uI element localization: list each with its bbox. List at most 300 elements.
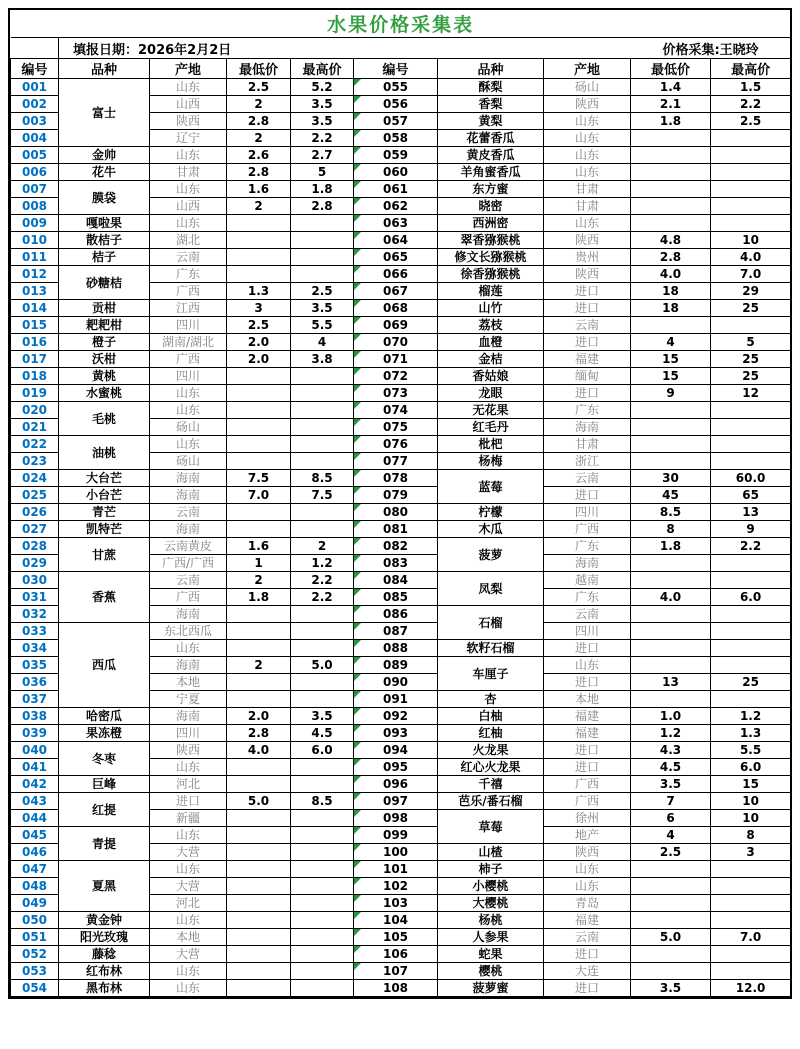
min-price-cell[interactable]: 1 xyxy=(227,555,291,572)
origin-cell[interactable]: 云南黄皮 xyxy=(150,538,227,555)
max-price-cell[interactable] xyxy=(711,181,791,198)
origin-cell[interactable]: 山东 xyxy=(150,640,227,657)
max-price-cell[interactable] xyxy=(711,198,791,215)
min-price-cell[interactable] xyxy=(227,249,291,266)
min-price-cell[interactable] xyxy=(227,980,291,997)
variety-cell[interactable]: 木瓜 xyxy=(438,521,544,538)
max-price-cell[interactable]: 6.0 xyxy=(291,742,354,759)
min-price-cell[interactable]: 2.5 xyxy=(227,317,291,334)
variety-cell[interactable]: 黄梨 xyxy=(438,113,544,130)
max-price-cell[interactable]: 5.5 xyxy=(291,317,354,334)
min-price-cell[interactable]: 2.0 xyxy=(227,334,291,351)
origin-cell[interactable]: 山东 xyxy=(150,147,227,164)
variety-cell[interactable]: 花蕾香瓜 xyxy=(438,130,544,147)
id-cell[interactable]: 051 xyxy=(11,929,59,946)
origin-cell[interactable]: 大营 xyxy=(150,844,227,861)
min-price-cell[interactable] xyxy=(227,521,291,538)
id-cell[interactable]: 002 xyxy=(11,96,59,113)
id-cell[interactable]: 028 xyxy=(11,538,59,555)
col-header-min-right[interactable]: 最低价 xyxy=(631,59,711,79)
variety-cell[interactable]: 红提 xyxy=(59,793,150,827)
origin-cell[interactable]: 大营 xyxy=(150,946,227,963)
min-price-cell[interactable] xyxy=(227,368,291,385)
origin-cell[interactable]: 山东 xyxy=(150,827,227,844)
max-price-cell[interactable]: 10 xyxy=(711,793,791,810)
min-price-cell[interactable] xyxy=(631,181,711,198)
origin-cell[interactable]: 四川 xyxy=(150,725,227,742)
min-price-cell[interactable]: 7.5 xyxy=(227,470,291,487)
origin-cell[interactable]: 越南 xyxy=(544,572,631,589)
variety-cell[interactable]: 红柚 xyxy=(438,725,544,742)
id-cell[interactable]: 083 xyxy=(354,555,438,572)
variety-cell[interactable]: 杨桃 xyxy=(438,912,544,929)
id-cell[interactable]: 074 xyxy=(354,402,438,419)
origin-cell[interactable]: 山西 xyxy=(150,198,227,215)
origin-cell[interactable]: 缅甸 xyxy=(544,368,631,385)
origin-cell[interactable]: 浙江 xyxy=(544,453,631,470)
max-price-cell[interactable]: 29 xyxy=(711,283,791,300)
variety-cell[interactable]: 藤稔 xyxy=(59,946,150,963)
min-price-cell[interactable]: 1.0 xyxy=(631,708,711,725)
max-price-cell[interactable]: 5 xyxy=(711,334,791,351)
max-price-cell[interactable] xyxy=(711,912,791,929)
id-cell[interactable]: 091 xyxy=(354,691,438,708)
origin-cell[interactable]: 云南 xyxy=(150,504,227,521)
variety-cell[interactable]: 凯特芒 xyxy=(59,521,150,538)
max-price-cell[interactable]: 6.0 xyxy=(711,589,791,606)
col-header-origin-right[interactable]: 产地 xyxy=(544,59,631,79)
variety-cell[interactable]: 香姑娘 xyxy=(438,368,544,385)
origin-cell[interactable]: 山西 xyxy=(150,96,227,113)
origin-cell[interactable]: 云南 xyxy=(150,572,227,589)
max-price-cell[interactable] xyxy=(711,691,791,708)
max-price-cell[interactable]: 25 xyxy=(711,368,791,385)
id-cell[interactable]: 052 xyxy=(11,946,59,963)
max-price-cell[interactable]: 25 xyxy=(711,674,791,691)
max-price-cell[interactable] xyxy=(291,946,354,963)
origin-cell[interactable]: 进口 xyxy=(544,759,631,776)
origin-cell[interactable]: 大营 xyxy=(150,878,227,895)
origin-cell[interactable]: 湖北 xyxy=(150,232,227,249)
variety-cell[interactable]: 翠香猕猴桃 xyxy=(438,232,544,249)
min-price-cell[interactable]: 6 xyxy=(631,810,711,827)
id-cell[interactable]: 061 xyxy=(354,181,438,198)
min-price-cell[interactable]: 2.8 xyxy=(227,164,291,181)
variety-cell[interactable]: 桔子 xyxy=(59,249,150,266)
min-price-cell[interactable]: 3 xyxy=(227,300,291,317)
id-cell[interactable]: 046 xyxy=(11,844,59,861)
variety-cell[interactable]: 枇杷 xyxy=(438,436,544,453)
max-price-cell[interactable]: 7.0 xyxy=(711,266,791,283)
min-price-cell[interactable]: 1.8 xyxy=(631,538,711,555)
origin-cell[interactable]: 大连 xyxy=(544,963,631,980)
min-price-cell[interactable] xyxy=(227,691,291,708)
origin-cell[interactable]: 海南 xyxy=(150,606,227,623)
id-cell[interactable]: 022 xyxy=(11,436,59,453)
origin-cell[interactable]: 四川 xyxy=(150,317,227,334)
min-price-cell[interactable]: 4.8 xyxy=(631,232,711,249)
id-cell[interactable]: 057 xyxy=(354,113,438,130)
origin-cell[interactable]: 砀山 xyxy=(544,79,631,96)
origin-cell[interactable]: 广西 xyxy=(150,351,227,368)
max-price-cell[interactable]: 5.0 xyxy=(291,657,354,674)
col-header-id-right[interactable]: 编号 xyxy=(354,59,438,79)
max-price-cell[interactable]: 10 xyxy=(711,810,791,827)
variety-cell[interactable]: 沃柑 xyxy=(59,351,150,368)
max-price-cell[interactable]: 13 xyxy=(711,504,791,521)
max-price-cell[interactable]: 12 xyxy=(711,385,791,402)
max-price-cell[interactable]: 12.0 xyxy=(711,980,791,997)
min-price-cell[interactable] xyxy=(227,385,291,402)
max-price-cell[interactable] xyxy=(291,691,354,708)
id-cell[interactable]: 024 xyxy=(11,470,59,487)
max-price-cell[interactable]: 2.5 xyxy=(711,113,791,130)
origin-cell[interactable]: 山东 xyxy=(150,759,227,776)
origin-cell[interactable]: 福建 xyxy=(544,351,631,368)
origin-cell[interactable]: 陕西 xyxy=(544,96,631,113)
variety-cell[interactable]: 小台芒 xyxy=(59,487,150,504)
max-price-cell[interactable] xyxy=(291,759,354,776)
origin-cell[interactable]: 山东 xyxy=(544,657,631,674)
id-cell[interactable]: 049 xyxy=(11,895,59,912)
origin-cell[interactable]: 四川 xyxy=(150,368,227,385)
id-cell[interactable]: 008 xyxy=(11,198,59,215)
max-price-cell[interactable]: 3 xyxy=(711,844,791,861)
max-price-cell[interactable] xyxy=(291,776,354,793)
min-price-cell[interactable] xyxy=(631,436,711,453)
min-price-cell[interactable]: 1.8 xyxy=(227,589,291,606)
min-price-cell[interactable] xyxy=(631,912,711,929)
min-price-cell[interactable]: 4 xyxy=(631,334,711,351)
variety-cell[interactable]: 东方蜜 xyxy=(438,181,544,198)
id-cell[interactable]: 105 xyxy=(354,929,438,946)
min-price-cell[interactable] xyxy=(227,232,291,249)
id-cell[interactable]: 020 xyxy=(11,402,59,419)
min-price-cell[interactable]: 2.8 xyxy=(227,725,291,742)
col-header-id-left[interactable]: 编号 xyxy=(11,59,59,79)
max-price-cell[interactable]: 8.5 xyxy=(291,793,354,810)
variety-cell[interactable]: 杨梅 xyxy=(438,453,544,470)
id-cell[interactable]: 085 xyxy=(354,589,438,606)
id-cell[interactable]: 047 xyxy=(11,861,59,878)
variety-cell[interactable]: 黄皮香瓜 xyxy=(438,147,544,164)
max-price-cell[interactable]: 3.8 xyxy=(291,351,354,368)
max-price-cell[interactable] xyxy=(291,368,354,385)
min-price-cell[interactable] xyxy=(227,674,291,691)
min-price-cell[interactable] xyxy=(227,453,291,470)
variety-cell[interactable]: 酥梨 xyxy=(438,79,544,96)
variety-cell[interactable]: 橙子 xyxy=(59,334,150,351)
id-cell[interactable]: 072 xyxy=(354,368,438,385)
max-price-cell[interactable]: 8 xyxy=(711,827,791,844)
min-price-cell[interactable] xyxy=(631,130,711,147)
min-price-cell[interactable] xyxy=(227,946,291,963)
origin-cell[interactable]: 陕西 xyxy=(150,742,227,759)
min-price-cell[interactable]: 3.5 xyxy=(631,980,711,997)
min-price-cell[interactable] xyxy=(631,623,711,640)
origin-cell[interactable]: 山东 xyxy=(544,878,631,895)
origin-cell[interactable]: 甘肃 xyxy=(150,164,227,181)
id-cell[interactable]: 038 xyxy=(11,708,59,725)
id-cell[interactable]: 093 xyxy=(354,725,438,742)
origin-cell[interactable]: 广西 xyxy=(544,521,631,538)
min-price-cell[interactable] xyxy=(227,606,291,623)
origin-cell[interactable]: 山东 xyxy=(150,912,227,929)
min-price-cell[interactable] xyxy=(631,317,711,334)
id-cell[interactable]: 062 xyxy=(354,198,438,215)
min-price-cell[interactable] xyxy=(227,215,291,232)
max-price-cell[interactable] xyxy=(711,164,791,181)
variety-cell[interactable]: 蛇果 xyxy=(438,946,544,963)
min-price-cell[interactable] xyxy=(631,691,711,708)
id-cell[interactable]: 033 xyxy=(11,623,59,640)
origin-cell[interactable]: 广东 xyxy=(544,589,631,606)
max-price-cell[interactable]: 25 xyxy=(711,351,791,368)
variety-cell[interactable]: 晓密 xyxy=(438,198,544,215)
variety-cell[interactable]: 巨峰 xyxy=(59,776,150,793)
min-price-cell[interactable]: 1.8 xyxy=(631,113,711,130)
min-price-cell[interactable] xyxy=(631,419,711,436)
max-price-cell[interactable] xyxy=(711,895,791,912)
id-cell[interactable]: 058 xyxy=(354,130,438,147)
origin-cell[interactable]: 地产 xyxy=(544,827,631,844)
min-price-cell[interactable]: 1.6 xyxy=(227,538,291,555)
min-price-cell[interactable]: 45 xyxy=(631,487,711,504)
max-price-cell[interactable] xyxy=(711,215,791,232)
variety-cell[interactable]: 散桔子 xyxy=(59,232,150,249)
origin-cell[interactable]: 进口 xyxy=(544,946,631,963)
origin-cell[interactable]: 进口 xyxy=(544,640,631,657)
id-cell[interactable]: 098 xyxy=(354,810,438,827)
id-cell[interactable]: 013 xyxy=(11,283,59,300)
max-price-cell[interactable] xyxy=(711,436,791,453)
col-header-variety-right[interactable]: 品种 xyxy=(438,59,544,79)
min-price-cell[interactable] xyxy=(631,640,711,657)
origin-cell[interactable]: 甘肃 xyxy=(544,181,631,198)
variety-cell[interactable]: 金帅 xyxy=(59,147,150,164)
max-price-cell[interactable] xyxy=(291,249,354,266)
col-header-min-left[interactable]: 最低价 xyxy=(227,59,291,79)
max-price-cell[interactable]: 4 xyxy=(291,334,354,351)
id-cell[interactable]: 092 xyxy=(354,708,438,725)
variety-cell[interactable]: 蓝莓 xyxy=(438,470,544,504)
id-cell[interactable]: 040 xyxy=(11,742,59,759)
id-cell[interactable]: 037 xyxy=(11,691,59,708)
col-header-variety-left[interactable]: 品种 xyxy=(59,59,150,79)
variety-cell[interactable]: 大台芒 xyxy=(59,470,150,487)
origin-cell[interactable]: 云南 xyxy=(544,929,631,946)
variety-cell[interactable]: 果冻橙 xyxy=(59,725,150,742)
id-cell[interactable]: 107 xyxy=(354,963,438,980)
origin-cell[interactable]: 青岛 xyxy=(544,895,631,912)
max-price-cell[interactable] xyxy=(291,419,354,436)
origin-cell[interactable]: 山东 xyxy=(150,181,227,198)
variety-cell[interactable]: 西瓜 xyxy=(59,623,150,708)
max-price-cell[interactable] xyxy=(711,640,791,657)
origin-cell[interactable]: 进口 xyxy=(544,300,631,317)
min-price-cell[interactable]: 2.5 xyxy=(631,844,711,861)
id-cell[interactable]: 017 xyxy=(11,351,59,368)
id-cell[interactable]: 035 xyxy=(11,657,59,674)
id-cell[interactable]: 103 xyxy=(354,895,438,912)
id-cell[interactable]: 023 xyxy=(11,453,59,470)
origin-cell[interactable]: 进口 xyxy=(544,674,631,691)
id-cell[interactable]: 026 xyxy=(11,504,59,521)
id-cell[interactable]: 019 xyxy=(11,385,59,402)
max-price-cell[interactable] xyxy=(291,606,354,623)
id-cell[interactable]: 021 xyxy=(11,419,59,436)
origin-cell[interactable]: 徐州 xyxy=(544,810,631,827)
max-price-cell[interactable] xyxy=(291,963,354,980)
id-cell[interactable]: 097 xyxy=(354,793,438,810)
max-price-cell[interactable]: 5.2 xyxy=(291,79,354,96)
variety-cell[interactable]: 火龙果 xyxy=(438,742,544,759)
min-price-cell[interactable]: 2.5 xyxy=(227,79,291,96)
max-price-cell[interactable]: 2.8 xyxy=(291,198,354,215)
min-price-cell[interactable]: 1.4 xyxy=(631,79,711,96)
variety-cell[interactable]: 香蕉 xyxy=(59,572,150,623)
origin-cell[interactable]: 砀山 xyxy=(150,419,227,436)
origin-cell[interactable]: 四川 xyxy=(544,623,631,640)
variety-cell[interactable]: 山竹 xyxy=(438,300,544,317)
id-cell[interactable]: 005 xyxy=(11,147,59,164)
min-price-cell[interactable]: 9 xyxy=(631,385,711,402)
id-cell[interactable]: 050 xyxy=(11,912,59,929)
origin-cell[interactable]: 海南 xyxy=(150,470,227,487)
max-price-cell[interactable] xyxy=(711,419,791,436)
max-price-cell[interactable]: 2.2 xyxy=(711,96,791,113)
max-price-cell[interactable]: 3.5 xyxy=(291,96,354,113)
variety-cell[interactable]: 龙眼 xyxy=(438,385,544,402)
origin-cell[interactable]: 山东 xyxy=(544,215,631,232)
variety-cell[interactable]: 香梨 xyxy=(438,96,544,113)
id-cell[interactable]: 056 xyxy=(354,96,438,113)
id-cell[interactable]: 048 xyxy=(11,878,59,895)
variety-cell[interactable]: 车厘子 xyxy=(438,657,544,691)
max-price-cell[interactable]: 6.0 xyxy=(711,759,791,776)
variety-cell[interactable]: 石榴 xyxy=(438,606,544,640)
min-price-cell[interactable] xyxy=(631,946,711,963)
id-cell[interactable]: 041 xyxy=(11,759,59,776)
max-price-cell[interactable] xyxy=(291,895,354,912)
variety-cell[interactable]: 杏 xyxy=(438,691,544,708)
variety-cell[interactable]: 菠萝蜜 xyxy=(438,980,544,997)
variety-cell[interactable]: 修文长猕猴桃 xyxy=(438,249,544,266)
min-price-cell[interactable]: 4.3 xyxy=(631,742,711,759)
id-cell[interactable]: 010 xyxy=(11,232,59,249)
variety-cell[interactable]: 芭乐/番石榴 xyxy=(438,793,544,810)
origin-cell[interactable]: 山东 xyxy=(544,164,631,181)
id-cell[interactable]: 044 xyxy=(11,810,59,827)
variety-cell[interactable]: 甘蔗 xyxy=(59,538,150,572)
max-price-cell[interactable]: 1.3 xyxy=(711,725,791,742)
origin-cell[interactable]: 辽宁 xyxy=(150,130,227,147)
id-cell[interactable]: 001 xyxy=(11,79,59,96)
min-price-cell[interactable] xyxy=(227,929,291,946)
origin-cell[interactable]: 福建 xyxy=(544,725,631,742)
origin-cell[interactable]: 海南 xyxy=(150,521,227,538)
variety-cell[interactable]: 青芒 xyxy=(59,504,150,521)
min-price-cell[interactable] xyxy=(227,402,291,419)
id-cell[interactable]: 096 xyxy=(354,776,438,793)
variety-cell[interactable]: 贡柑 xyxy=(59,300,150,317)
variety-cell[interactable]: 羊角蜜香瓜 xyxy=(438,164,544,181)
max-price-cell[interactable]: 10 xyxy=(711,232,791,249)
id-cell[interactable]: 095 xyxy=(354,759,438,776)
origin-cell[interactable]: 山东 xyxy=(150,385,227,402)
col-header-max-right[interactable]: 最高价 xyxy=(711,59,791,79)
variety-cell[interactable]: 膜袋 xyxy=(59,181,150,215)
max-price-cell[interactable] xyxy=(711,963,791,980)
variety-cell[interactable]: 金桔 xyxy=(438,351,544,368)
origin-cell[interactable]: 四川 xyxy=(544,504,631,521)
min-price-cell[interactable] xyxy=(227,963,291,980)
min-price-cell[interactable]: 30 xyxy=(631,470,711,487)
variety-cell[interactable]: 红布林 xyxy=(59,963,150,980)
origin-cell[interactable]: 本地 xyxy=(544,691,631,708)
min-price-cell[interactable] xyxy=(227,861,291,878)
id-cell[interactable]: 027 xyxy=(11,521,59,538)
max-price-cell[interactable]: 2.2 xyxy=(711,538,791,555)
max-price-cell[interactable] xyxy=(711,606,791,623)
id-cell[interactable]: 004 xyxy=(11,130,59,147)
max-price-cell[interactable] xyxy=(291,215,354,232)
max-price-cell[interactable]: 1.8 xyxy=(291,181,354,198)
col-header-max-left[interactable]: 最高价 xyxy=(291,59,354,79)
max-price-cell[interactable]: 25 xyxy=(711,300,791,317)
variety-cell[interactable]: 夏黑 xyxy=(59,861,150,912)
max-price-cell[interactable] xyxy=(711,657,791,674)
id-cell[interactable]: 084 xyxy=(354,572,438,589)
max-price-cell[interactable] xyxy=(291,640,354,657)
id-cell[interactable]: 030 xyxy=(11,572,59,589)
origin-cell[interactable]: 甘肃 xyxy=(544,436,631,453)
max-price-cell[interactable] xyxy=(291,504,354,521)
origin-cell[interactable]: 海南 xyxy=(544,419,631,436)
id-cell[interactable]: 079 xyxy=(354,487,438,504)
variety-cell[interactable]: 黄桃 xyxy=(59,368,150,385)
max-price-cell[interactable]: 4.5 xyxy=(291,725,354,742)
id-cell[interactable]: 009 xyxy=(11,215,59,232)
min-price-cell[interactable]: 2.8 xyxy=(227,113,291,130)
max-price-cell[interactable] xyxy=(291,453,354,470)
min-price-cell[interactable] xyxy=(227,878,291,895)
origin-cell[interactable]: 福建 xyxy=(544,912,631,929)
max-price-cell[interactable] xyxy=(291,436,354,453)
origin-cell[interactable]: 山东 xyxy=(150,402,227,419)
variety-cell[interactable]: 血橙 xyxy=(438,334,544,351)
min-price-cell[interactable] xyxy=(227,827,291,844)
max-price-cell[interactable] xyxy=(291,827,354,844)
max-price-cell[interactable] xyxy=(291,929,354,946)
max-price-cell[interactable] xyxy=(711,453,791,470)
min-price-cell[interactable]: 5.0 xyxy=(227,793,291,810)
id-cell[interactable]: 069 xyxy=(354,317,438,334)
max-price-cell[interactable] xyxy=(711,861,791,878)
origin-cell[interactable]: 河北 xyxy=(150,776,227,793)
id-cell[interactable]: 060 xyxy=(354,164,438,181)
max-price-cell[interactable] xyxy=(711,402,791,419)
info-spacer-cell[interactable] xyxy=(11,38,59,59)
id-cell[interactable]: 036 xyxy=(11,674,59,691)
min-price-cell[interactable]: 2 xyxy=(227,572,291,589)
id-cell[interactable]: 075 xyxy=(354,419,438,436)
origin-cell[interactable]: 广西/广西 xyxy=(150,555,227,572)
min-price-cell[interactable] xyxy=(631,215,711,232)
min-price-cell[interactable]: 2 xyxy=(227,657,291,674)
origin-cell[interactable]: 新疆 xyxy=(150,810,227,827)
min-price-cell[interactable] xyxy=(631,963,711,980)
